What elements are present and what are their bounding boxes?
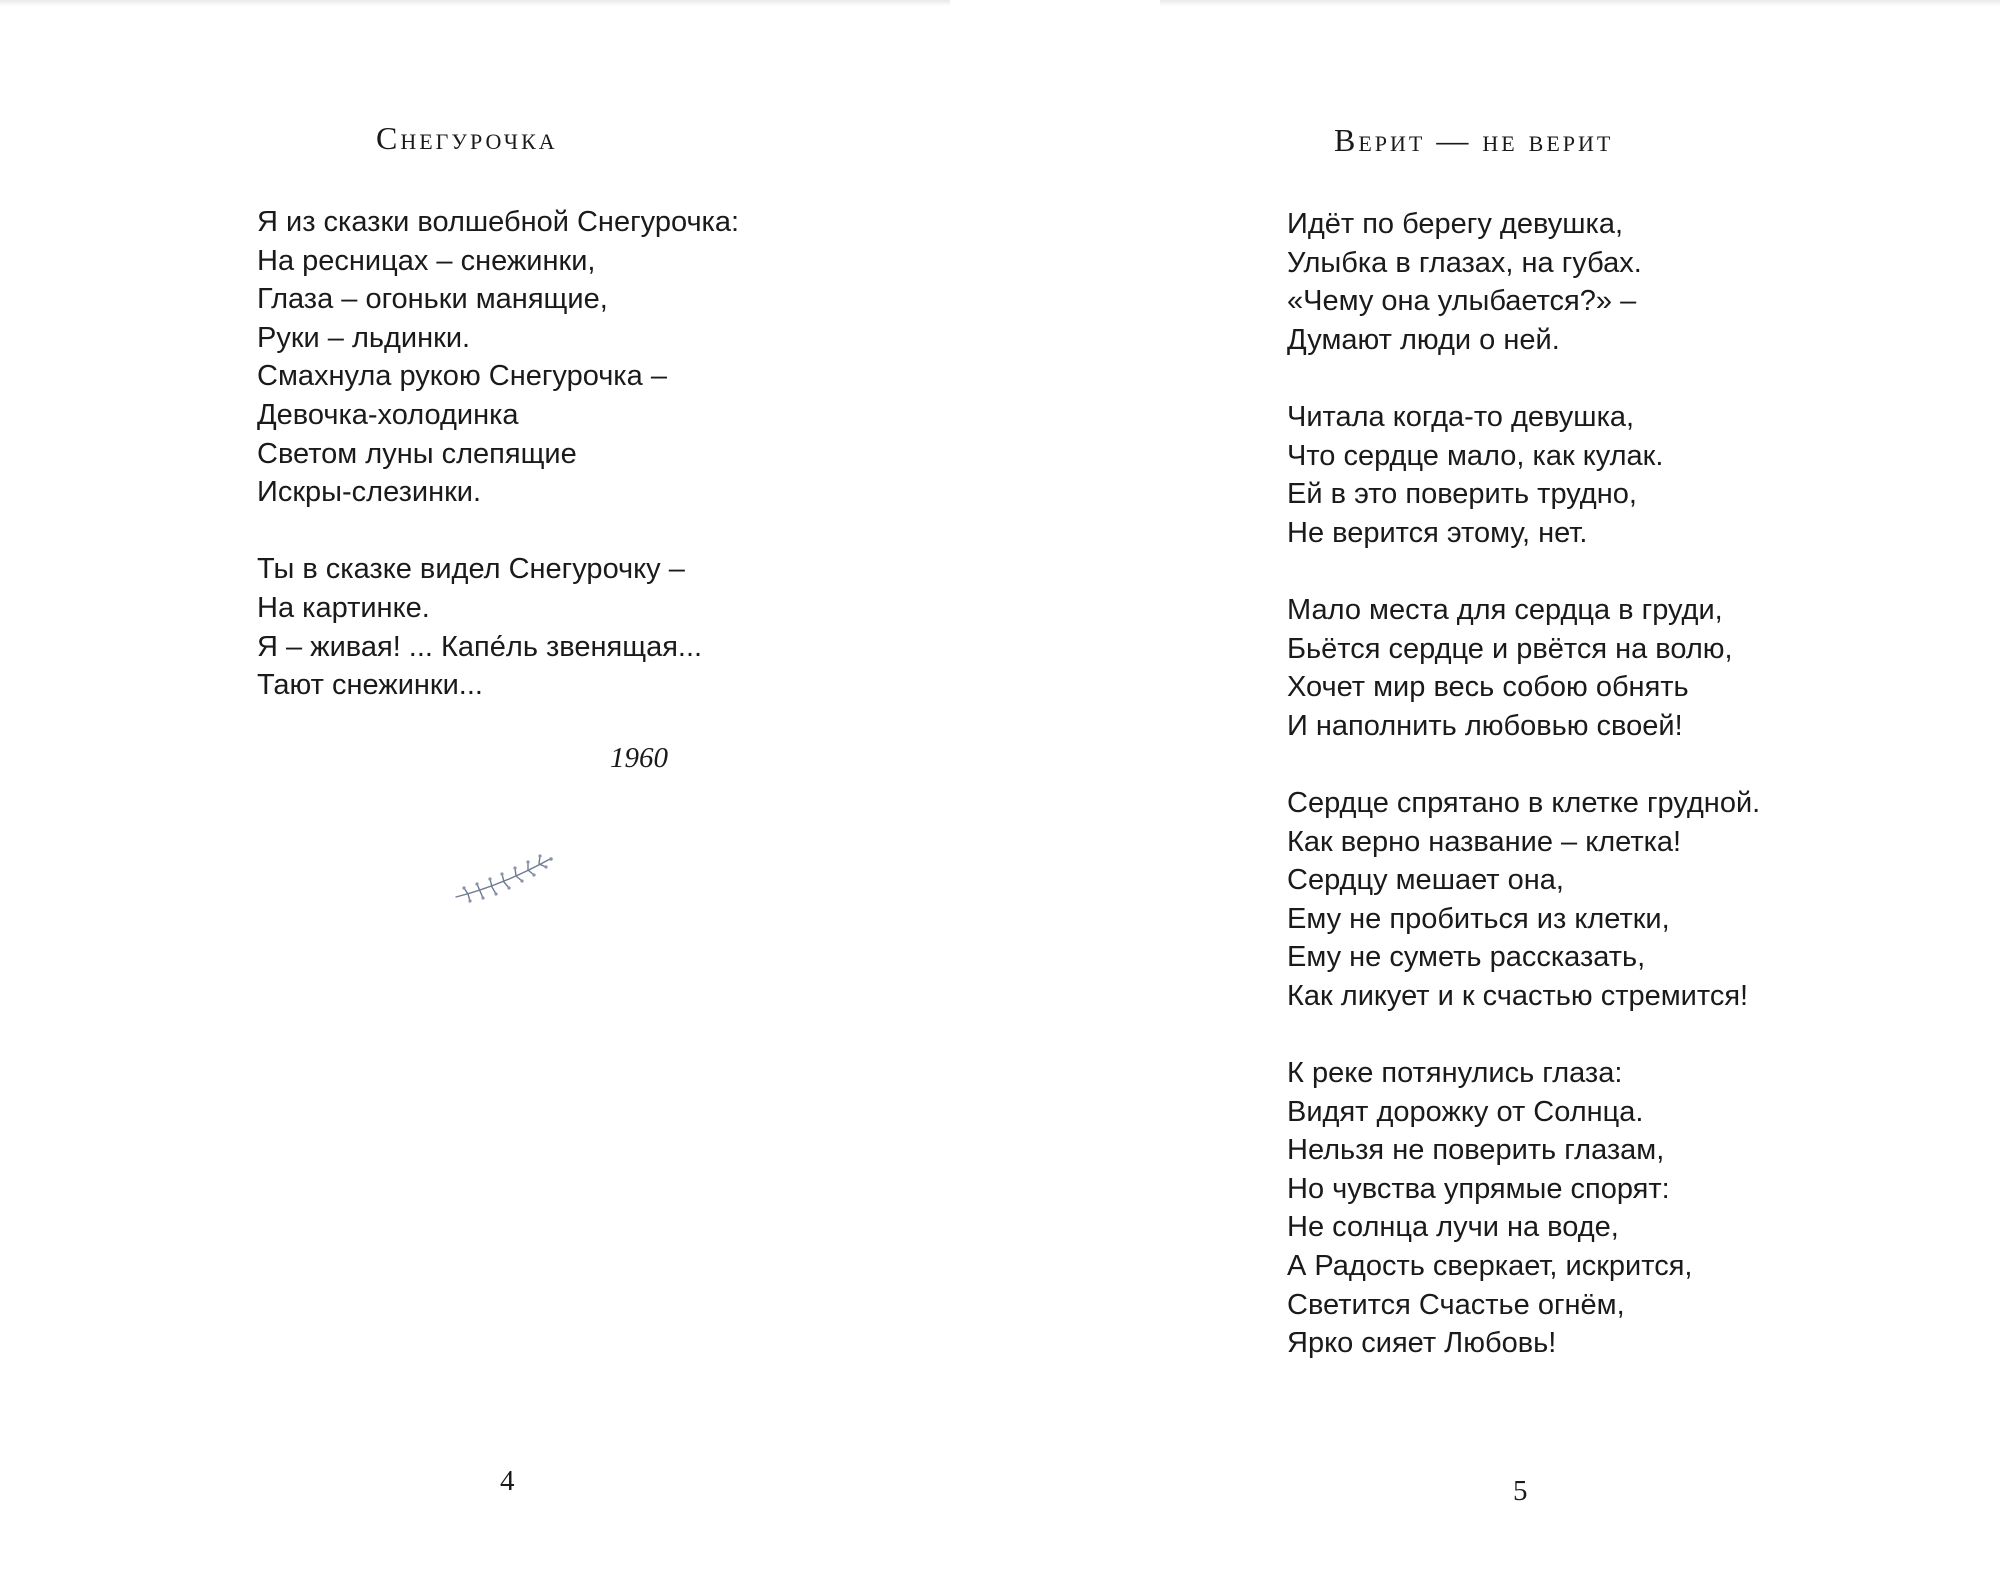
poem-line: На ресницах – снежинки,: [257, 244, 596, 277]
poem-line: Хочет мир весь собою обнять: [1287, 671, 1689, 704]
poem-line: Ты в сказке видел Снегурочку –: [257, 553, 685, 586]
poem-line: К реке потянулись глаза:: [1287, 1057, 1623, 1090]
poem-line: Что сердце мало, как кулак.: [1287, 439, 1664, 472]
poem-line: Как верно название – клетка!: [1287, 825, 1682, 858]
poem-title: Верит — не верит: [1334, 122, 1614, 158]
poem-title: Снегурочка: [376, 120, 558, 156]
poem-line: Ему не суметь рассказать,: [1287, 941, 1646, 974]
poem-line: Ей в это поверить трудно,: [1287, 478, 1637, 511]
poem-line: Идёт по берегу девушка,: [1287, 208, 1624, 240]
poem-line: «Чему она улыбается?» –: [1287, 285, 1637, 318]
poem-line: На картинке.: [257, 591, 430, 624]
left-page: [0, 0, 990, 1569]
poem-line: Я – живая! ... Капе́ль звенящая...: [257, 630, 703, 663]
poem-line: Как ликует и к счастью стремится!: [1287, 979, 1749, 1012]
poem-line: Глаза – огоньки манящие,: [257, 283, 608, 316]
poem-line: Читала когда-то девушка,: [1287, 400, 1635, 433]
poem-stanza: [1287, 398, 1760, 552]
poem-line: Нельзя не поверить глазам,: [1287, 1134, 1665, 1167]
poem-line: Искры-слезинки.: [257, 476, 482, 509]
poem-line: Я из сказки волшебной Снегурочка:: [257, 206, 740, 238]
poem-line: Не верится этому, нет.: [1287, 516, 1588, 549]
poem-stanza: [1287, 591, 1760, 745]
poem-line: Сердце спрятано в клетке грудной.: [1287, 786, 1761, 819]
poem-line: Ему не пробиться из клетки,: [1287, 902, 1670, 935]
poem-stanza: [257, 203, 739, 512]
poem-stanza: [1287, 1054, 1760, 1363]
poem-line: Видят дорожку от Солнца.: [1287, 1095, 1644, 1128]
right-page: [1010, 0, 2000, 1569]
page-number: 5: [1513, 1475, 1528, 1507]
twig-ornament-icon: [450, 845, 560, 915]
poem-line: И наполнить любовью своей!: [1287, 709, 1683, 742]
poem-year: 1960: [610, 742, 668, 774]
poem-body: [257, 203, 739, 705]
page-edge: [1160, 0, 2000, 6]
poem-line: Но чувства упрямые спорят:: [1287, 1172, 1670, 1205]
poem-line: Светится Счастье огнём,: [1287, 1288, 1625, 1321]
poem-line: Сердцу мешает она,: [1287, 864, 1564, 897]
poem-line: Светом луны слепящие: [257, 437, 577, 470]
poem-line: Мало места для сердца в груди,: [1287, 593, 1723, 626]
page-number: 4: [500, 1465, 515, 1497]
poem-line: Руки – льдинки.: [257, 321, 471, 354]
poem-line: Девочка-холодинка: [257, 398, 519, 431]
poem-stanza: [1287, 784, 1760, 1016]
poem-line: Смахнула рукою Снегурочка –: [257, 360, 667, 393]
poem-line: Ярко сияет Любовь!: [1287, 1327, 1557, 1360]
poem-line: Тают снежинки...: [257, 669, 483, 702]
poem-line: Не солнца лучи на воде,: [1287, 1211, 1619, 1244]
poem-line: А Радость сверкает, искрится,: [1287, 1250, 1693, 1283]
poem-stanza: [257, 550, 739, 704]
poem-body: [1287, 205, 1760, 1363]
poem-line: Думают люди о ней.: [1287, 323, 1560, 356]
page-edge: [0, 0, 950, 6]
poem-line: Улыбка в глазах, на губах.: [1287, 246, 1642, 279]
poem-line: Бьётся сердце и рвётся на волю,: [1287, 632, 1733, 665]
poem-stanza: [1287, 205, 1760, 359]
